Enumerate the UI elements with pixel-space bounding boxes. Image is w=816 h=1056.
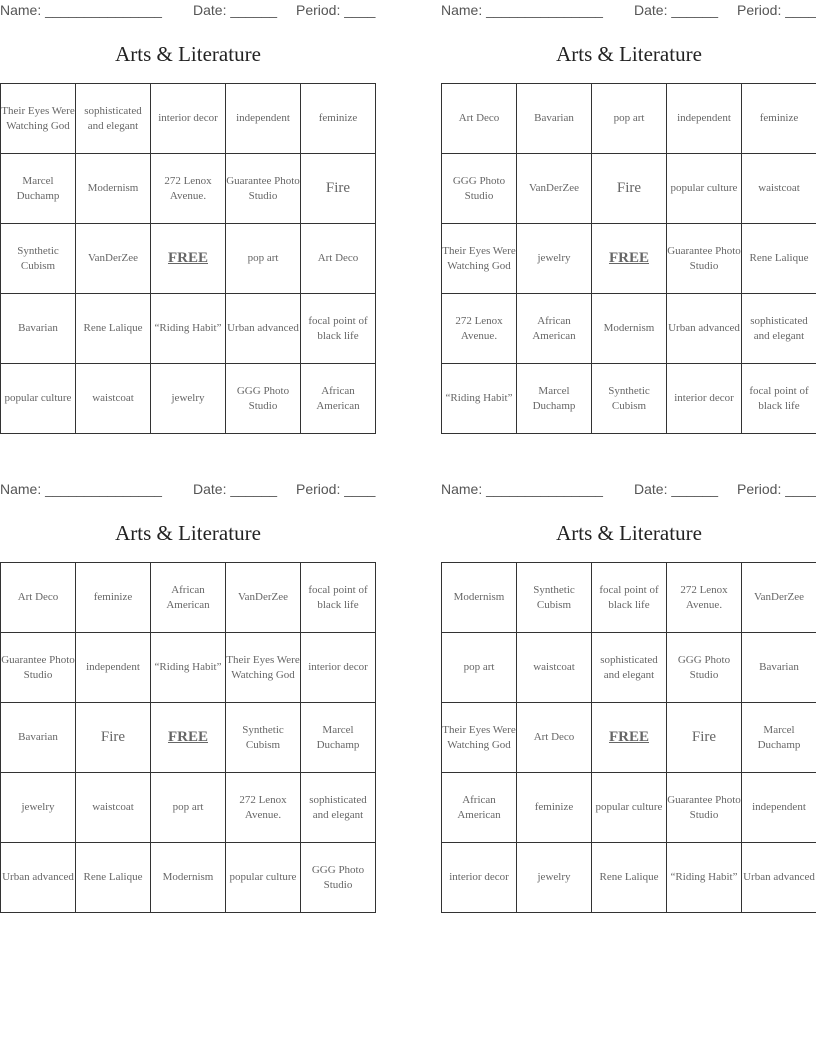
grid-row xyxy=(442,703,816,773)
bingo-cell: feminize xyxy=(76,563,151,633)
bingo-cell: Synthetic Cubism xyxy=(517,563,592,633)
bingo-cell: focal point of black life xyxy=(742,364,816,434)
bingo-cell: VanDerZee xyxy=(76,224,151,294)
bingo-cell: 272 Lenox Avenue. xyxy=(226,773,301,843)
free-space-cell: FREE xyxy=(151,703,226,773)
student-info-line xyxy=(441,2,816,20)
bingo-cell: African American xyxy=(301,364,376,434)
period-field-label: Period: ____ xyxy=(296,2,376,18)
bingo-cell: African American xyxy=(151,563,226,633)
bingo-cell: Modernism xyxy=(592,294,667,364)
bingo-cell: Modernism xyxy=(442,563,517,633)
card-title: Arts & Literature xyxy=(556,521,702,545)
bingo-cell: Their Eyes Were Watching God xyxy=(226,633,301,703)
bingo-cell: Urban advanced xyxy=(742,843,816,913)
grid-row xyxy=(1,154,376,224)
grid-row xyxy=(442,154,816,224)
bingo-cell: VanDerZee xyxy=(226,563,301,633)
bingo-cell: Fire xyxy=(667,703,742,773)
grid-row xyxy=(442,773,816,843)
bingo-cell: Modernism xyxy=(76,154,151,224)
name-field-label: Name: _______________ xyxy=(0,481,162,497)
bingo-cell: Rene Lalique xyxy=(76,843,151,913)
date-field-label: Date: ______ xyxy=(193,2,278,18)
grid-row xyxy=(442,633,816,703)
grid-row xyxy=(1,633,376,703)
bingo-cell: popular culture xyxy=(667,154,742,224)
grid-row xyxy=(1,563,376,633)
grid-row xyxy=(1,294,376,364)
bingo-cell: Urban advanced xyxy=(1,843,76,913)
bingo-cell: “Riding Habit” xyxy=(667,843,742,913)
card-title: Arts & Literature xyxy=(115,521,261,545)
bingo-cell: interior decor xyxy=(301,633,376,703)
bingo-grid xyxy=(441,562,816,913)
bingo-cell: pop art xyxy=(592,84,667,154)
grid-row xyxy=(442,364,816,434)
bingo-cell: pop art xyxy=(226,224,301,294)
bingo-cell: focal point of black life xyxy=(301,294,376,364)
bingo-cell: Rene Lalique xyxy=(592,843,667,913)
grid-row xyxy=(442,563,816,633)
bingo-cell: feminize xyxy=(742,84,816,154)
bingo-cell: Fire xyxy=(76,703,151,773)
bingo-cell: VanDerZee xyxy=(517,154,592,224)
bingo-cell: Bavarian xyxy=(1,703,76,773)
bingo-cell: VanDerZee xyxy=(742,563,816,633)
grid-row xyxy=(442,294,816,364)
bingo-cell: GGG Photo Studio xyxy=(667,633,742,703)
period-field-label: Period: ____ xyxy=(296,481,376,497)
bingo-cell: Marcel Duchamp xyxy=(1,154,76,224)
bingo-cell: independent xyxy=(667,84,742,154)
bingo-cell: GGG Photo Studio xyxy=(442,154,517,224)
bingo-cell: African American xyxy=(442,773,517,843)
date-field-label: Date: ______ xyxy=(193,481,278,497)
bingo-cell: Their Eyes Were Watching God xyxy=(442,703,517,773)
bingo-cell: Rene Lalique xyxy=(742,224,816,294)
grid-row xyxy=(1,773,376,843)
bingo-cell: 272 Lenox Avenue. xyxy=(667,563,742,633)
bingo-cell: waistcoat xyxy=(742,154,816,224)
bingo-cell: Guarantee Photo Studio xyxy=(667,224,742,294)
bingo-cell: Synthetic Cubism xyxy=(1,224,76,294)
bingo-cell: Marcel Duchamp xyxy=(742,703,816,773)
bingo-cell: popular culture xyxy=(226,843,301,913)
bingo-cell: pop art xyxy=(151,773,226,843)
bingo-cell: Fire xyxy=(592,154,667,224)
bingo-cell: Guarantee Photo Studio xyxy=(667,773,742,843)
bingo-cell: waistcoat xyxy=(76,364,151,434)
card-title: Arts & Literature xyxy=(115,42,261,66)
student-info-line xyxy=(441,481,816,499)
bingo-cell: Synthetic Cubism xyxy=(592,364,667,434)
grid-row xyxy=(442,843,816,913)
bingo-cell: feminize xyxy=(301,84,376,154)
bingo-cell: Art Deco xyxy=(301,224,376,294)
grid-row xyxy=(1,224,376,294)
student-info-line xyxy=(0,481,400,499)
bingo-cell: Synthetic Cubism xyxy=(226,703,301,773)
free-space-cell: FREE xyxy=(592,224,667,294)
bingo-cell: waistcoat xyxy=(517,633,592,703)
bingo-cell: 272 Lenox Avenue. xyxy=(151,154,226,224)
bingo-grid xyxy=(441,83,816,434)
bingo-cell: sophisticated and elegant xyxy=(742,294,816,364)
period-field-label: Period: ____ xyxy=(737,481,816,497)
grid-row xyxy=(1,84,376,154)
bingo-cell: Bavarian xyxy=(1,294,76,364)
bingo-cell: sophisticated and elegant xyxy=(592,633,667,703)
free-space-cell: FREE xyxy=(151,224,226,294)
bingo-cell: waistcoat xyxy=(76,773,151,843)
bingo-cell: interior decor xyxy=(151,84,226,154)
bingo-cell: Art Deco xyxy=(1,563,76,633)
bingo-cell: African American xyxy=(517,294,592,364)
bingo-cell: jewelry xyxy=(517,224,592,294)
bingo-cell: jewelry xyxy=(1,773,76,843)
free-space-cell: FREE xyxy=(592,703,667,773)
bingo-cell: GGG Photo Studio xyxy=(226,364,301,434)
grid-row xyxy=(1,703,376,773)
bingo-cell: focal point of black life xyxy=(592,563,667,633)
bingo-cell: pop art xyxy=(442,633,517,703)
bingo-cell: GGG Photo Studio xyxy=(301,843,376,913)
bingo-cell: Urban advanced xyxy=(667,294,742,364)
bingo-cell: Guarantee Photo Studio xyxy=(1,633,76,703)
bingo-cell: sophisticated and elegant xyxy=(76,84,151,154)
bingo-cell: independent xyxy=(76,633,151,703)
bingo-cell: Modernism xyxy=(151,843,226,913)
grid-row xyxy=(442,84,816,154)
bingo-cell: Rene Lalique xyxy=(76,294,151,364)
bingo-cell: “Riding Habit” xyxy=(151,633,226,703)
bingo-cell: Art Deco xyxy=(442,84,517,154)
bingo-cell: Their Eyes Were Watching God xyxy=(1,84,76,154)
bingo-cell: Art Deco xyxy=(517,703,592,773)
bingo-cell: jewelry xyxy=(517,843,592,913)
bingo-cell: Fire xyxy=(301,154,376,224)
grid-row xyxy=(1,843,376,913)
bingo-cell: focal point of black life xyxy=(301,563,376,633)
bingo-cell: “Riding Habit” xyxy=(442,364,517,434)
bingo-cell: popular culture xyxy=(1,364,76,434)
bingo-cell: Marcel Duchamp xyxy=(301,703,376,773)
student-info-line xyxy=(0,2,400,20)
bingo-cell: independent xyxy=(742,773,816,843)
bingo-cell: Guarantee Photo Studio xyxy=(226,154,301,224)
bingo-cell: independent xyxy=(226,84,301,154)
bingo-grid xyxy=(0,562,376,913)
bingo-cell: Their Eyes Were Watching God xyxy=(442,224,517,294)
bingo-cell: Bavarian xyxy=(517,84,592,154)
bingo-cell: Marcel Duchamp xyxy=(517,364,592,434)
bingo-grid xyxy=(0,83,376,434)
bingo-cell: popular culture xyxy=(592,773,667,843)
bingo-cell: interior decor xyxy=(667,364,742,434)
name-field-label: Name: _______________ xyxy=(441,481,603,497)
period-field-label: Period: ____ xyxy=(737,2,816,18)
bingo-cell: Urban advanced xyxy=(226,294,301,364)
bingo-cell: jewelry xyxy=(151,364,226,434)
name-field-label: Name: _______________ xyxy=(0,2,162,18)
card-title: Arts & Literature xyxy=(556,42,702,66)
bingo-cell: feminize xyxy=(517,773,592,843)
bingo-cell: interior decor xyxy=(442,843,517,913)
bingo-cell: sophisticated and elegant xyxy=(301,773,376,843)
name-field-label: Name: _______________ xyxy=(441,2,603,18)
grid-row xyxy=(442,224,816,294)
bingo-cell: 272 Lenox Avenue. xyxy=(442,294,517,364)
date-field-label: Date: ______ xyxy=(634,481,719,497)
bingo-cell: Bavarian xyxy=(742,633,816,703)
bingo-cell: “Riding Habit” xyxy=(151,294,226,364)
grid-row xyxy=(1,364,376,434)
date-field-label: Date: ______ xyxy=(634,2,719,18)
